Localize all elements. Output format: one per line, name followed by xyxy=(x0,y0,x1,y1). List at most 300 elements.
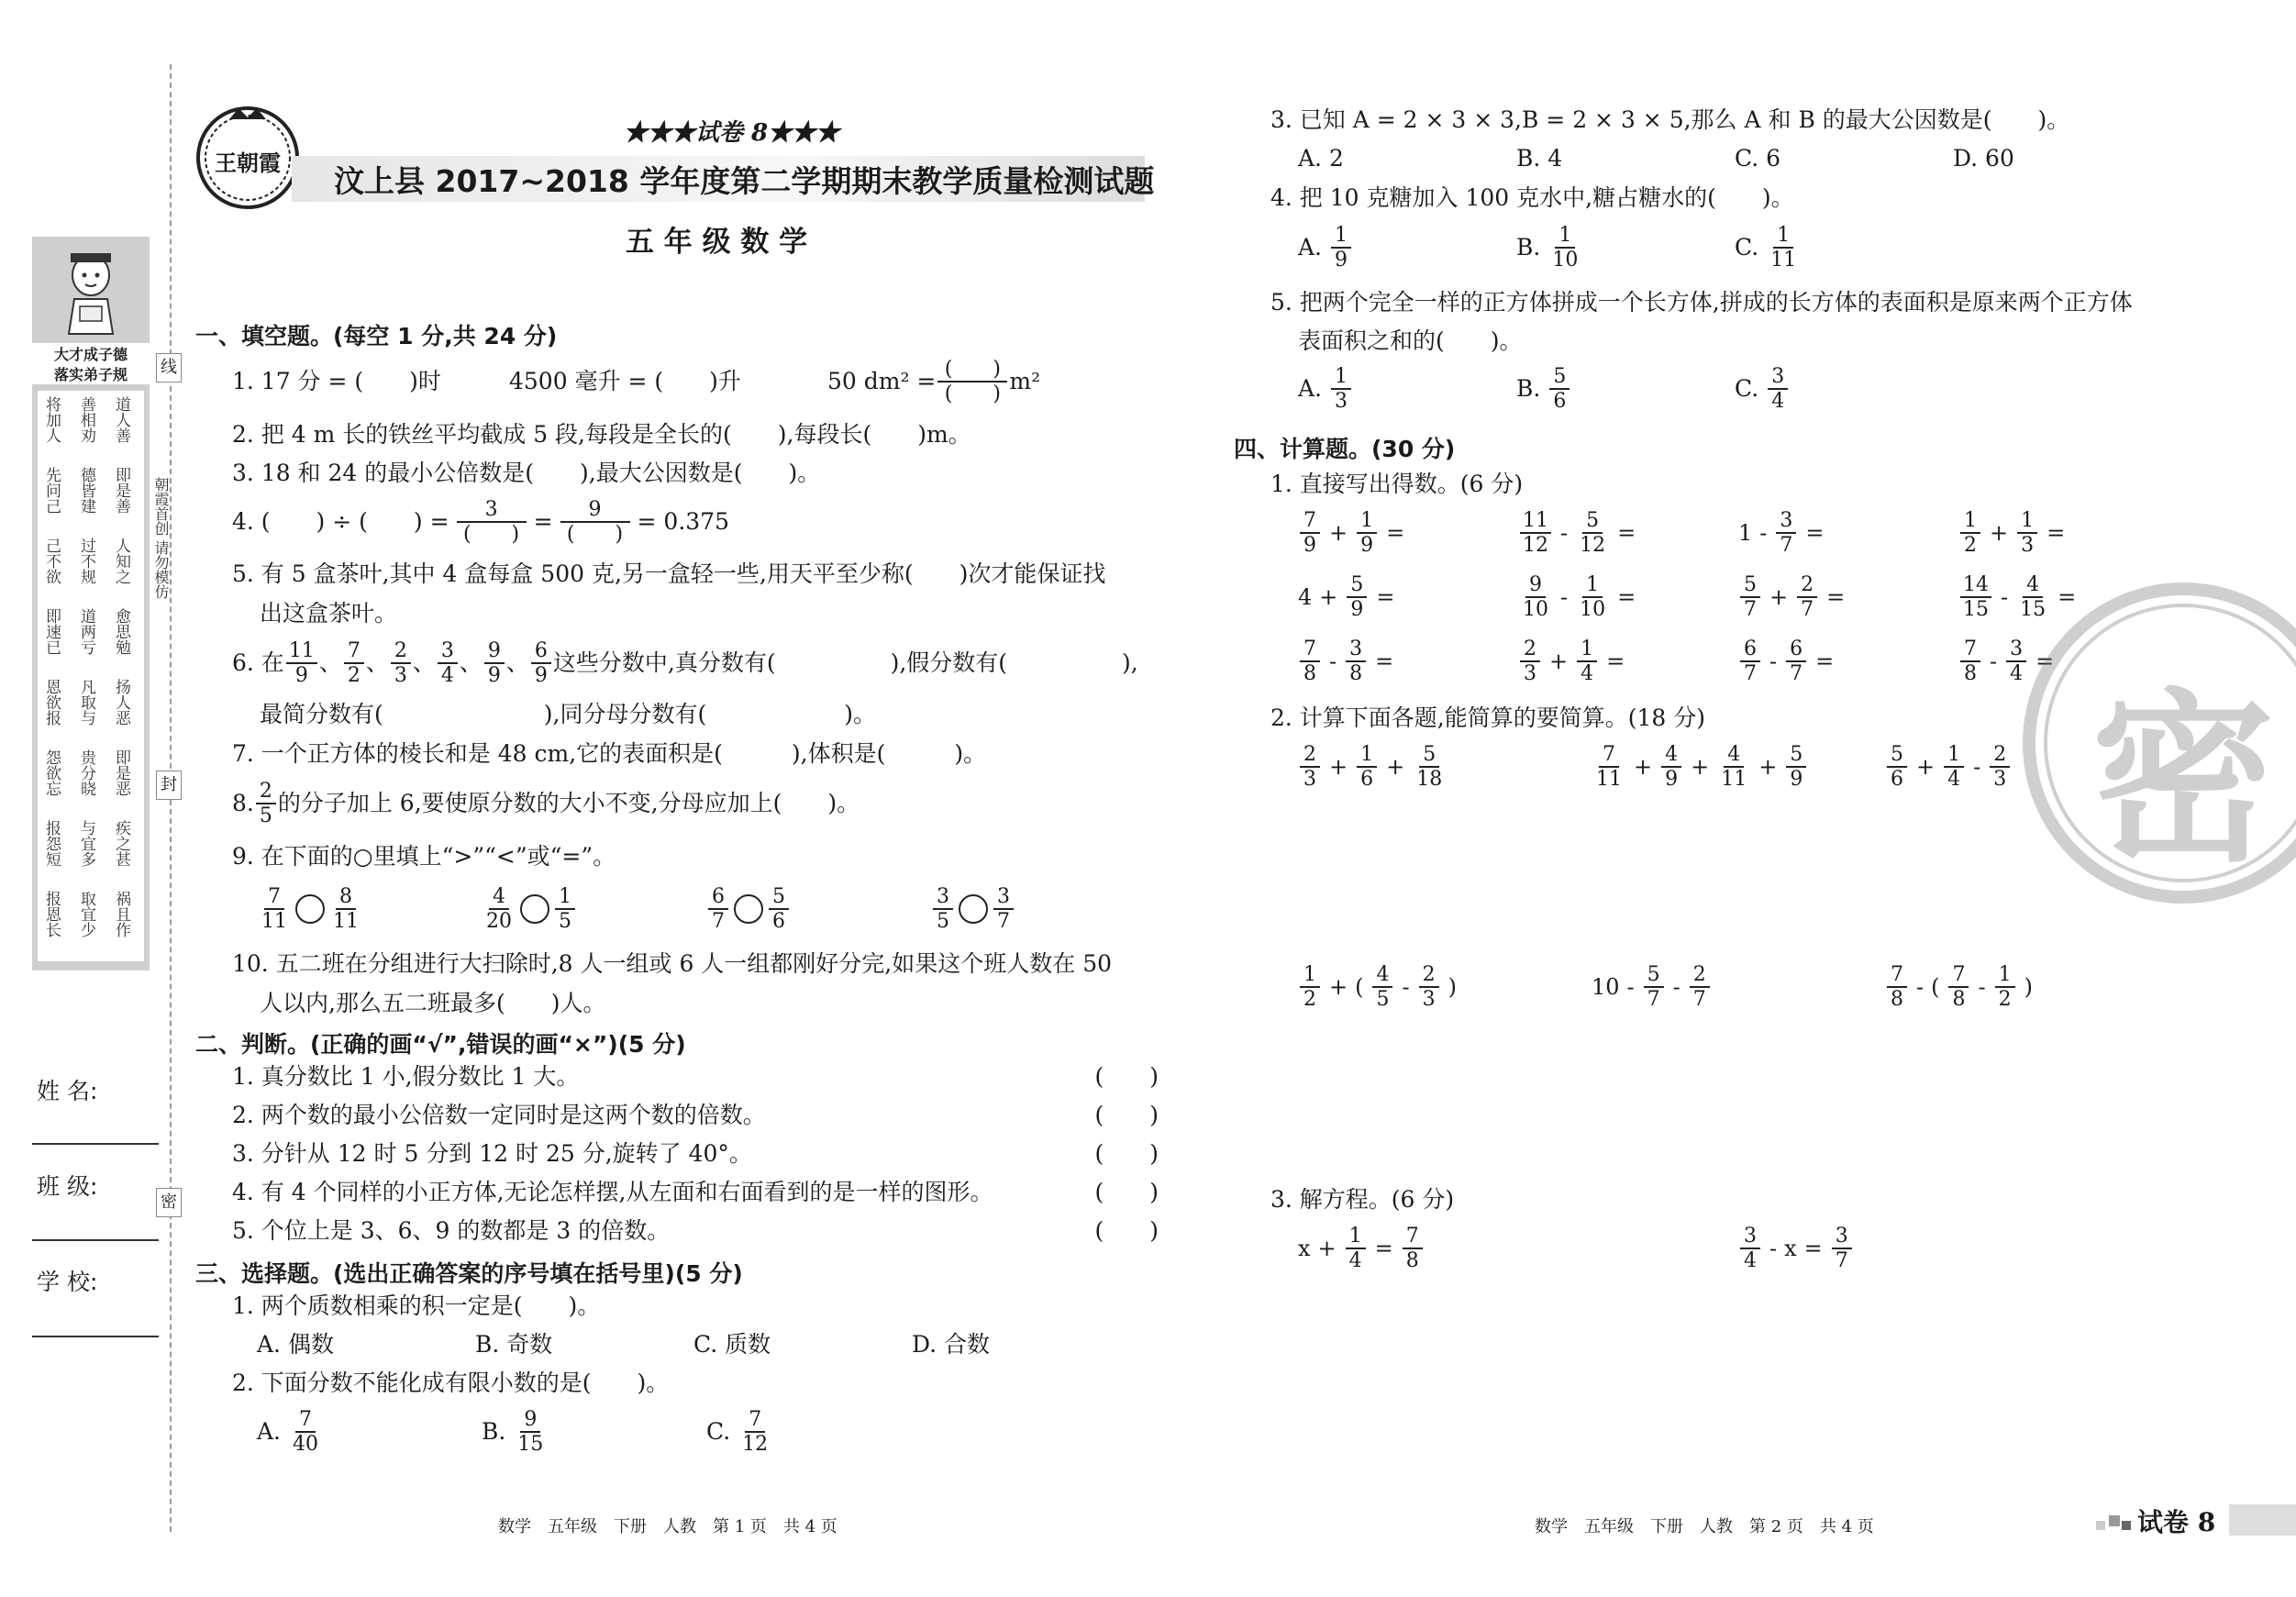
numerator: 1 xyxy=(1346,1225,1366,1249)
choice-2-options xyxy=(257,1408,1082,1463)
denominator: 8 xyxy=(1964,662,1977,685)
q6-fraction xyxy=(531,639,551,687)
choice-2: 2. 下面分数不能化成有限小数的是( )。 xyxy=(232,1370,670,1396)
symbol: 4 xyxy=(1298,584,1313,610)
fraction xyxy=(330,885,361,933)
fraction xyxy=(1944,743,1964,791)
numerator: 2 xyxy=(391,639,411,664)
choice-1: 1. 两个质数相乘的积一定是( )。 xyxy=(232,1292,601,1319)
numerator: 1 xyxy=(1357,743,1377,768)
compare-item xyxy=(257,885,363,933)
numerator: 7 xyxy=(745,1408,765,1433)
footer-left: 数学 五年级 下册 人教 第 1 页 共 4 页 xyxy=(498,1517,837,1536)
q6-fraction xyxy=(344,639,364,687)
step-calc-item xyxy=(1592,743,1808,791)
motto-phrase: 将加人 xyxy=(42,396,61,443)
q5-line-2: 出这盒茶叶。 xyxy=(260,600,398,627)
numerator: 7 xyxy=(1300,509,1320,534)
motto-phrase: 善相劝 xyxy=(77,396,95,443)
denominator: 9 xyxy=(1303,534,1316,557)
direct-calc-item xyxy=(1298,573,1395,621)
symbol: = xyxy=(1374,1236,1393,1261)
denominator: 4 xyxy=(2010,662,2024,685)
q4-num-2: 9 xyxy=(560,498,630,523)
class-label: 班 级: xyxy=(37,1173,98,1200)
numerator: 1 xyxy=(1300,963,1320,988)
denominator: 9 xyxy=(487,664,501,687)
denominator: 3 xyxy=(1422,988,1436,1011)
equation-item xyxy=(1298,1225,1425,1272)
fraction xyxy=(1347,573,1367,621)
fraction xyxy=(1960,573,1991,621)
compare-circle[interactable] xyxy=(959,894,988,924)
direct-calc-item xyxy=(1518,509,1636,557)
q4-equals: = xyxy=(533,508,553,535)
motto-phrase: 即速已 xyxy=(42,608,61,655)
choice-4-options xyxy=(1298,224,2124,279)
symbol: - xyxy=(1329,649,1337,674)
compare-item xyxy=(482,885,577,933)
fraction xyxy=(1786,743,1806,791)
numerator: 8 xyxy=(336,885,356,910)
numerator: 2 xyxy=(1797,573,1817,598)
confidential-stamp xyxy=(2018,578,2296,908)
symbol: = xyxy=(1386,520,1405,546)
fraction xyxy=(1887,963,1907,1011)
denominator: 7 xyxy=(1790,662,1803,685)
fraction xyxy=(1346,638,1366,685)
fraction xyxy=(1786,638,1806,685)
q6-fraction xyxy=(286,639,317,687)
option: C. 6 xyxy=(1735,145,1781,172)
symbol: - xyxy=(1560,520,1569,546)
option: D. 合数 xyxy=(912,1331,991,1358)
brand-logo xyxy=(193,103,303,213)
separator: 、 xyxy=(365,649,389,676)
option-letter: C. xyxy=(1735,375,1759,402)
variable: x xyxy=(1784,1236,1797,1261)
motto-phrase: 祸且作 xyxy=(112,891,130,937)
symbol: + xyxy=(1990,520,2009,546)
judge-text: 2. 两个数的最小公倍数一定同时是这两个数的倍数。 xyxy=(232,1102,766,1128)
fraction xyxy=(1300,963,1320,1011)
denominator: 10 xyxy=(1523,598,1548,621)
q4-num-1: 3 xyxy=(457,498,527,523)
denominator: 18 xyxy=(1416,768,1443,791)
fraction xyxy=(993,885,1014,933)
numerator: 5 xyxy=(1740,573,1760,598)
fraction xyxy=(1300,638,1320,685)
choice-5-options xyxy=(1298,365,2124,420)
calc-part-1-title: 1. 直接写出得数。(6 分) xyxy=(1270,471,1524,497)
denominator: 4 xyxy=(1581,662,1594,685)
numerator: 3 xyxy=(933,885,953,910)
q2: 2. 把 4 m 长的铁丝平均截成 5 段,每段是全长的( ),每段长( )m。 xyxy=(232,421,971,448)
motto-phrase: 恩欲报 xyxy=(42,679,61,726)
option: B. 奇数 xyxy=(475,1331,553,1358)
denominator: 2 xyxy=(1303,988,1316,1011)
fraction xyxy=(1644,963,1664,1011)
exam-title: 汶上县 2017~2018 学年度第二学期期末教学质量检测试题 xyxy=(334,163,1155,199)
judge-answer-paren[interactable]: ( ) xyxy=(1094,1140,1159,1167)
denominator: 11 xyxy=(1596,768,1622,791)
q6-fraction xyxy=(438,639,458,687)
fraction xyxy=(1357,509,1377,557)
fraction xyxy=(1331,365,1351,413)
q6-mid: 这些分数中,真分数有( ),假分数有( ), xyxy=(552,649,1138,676)
footer-right: 数学 五年级 下册 人教 第 2 页 共 4 页 xyxy=(1535,1517,1874,1536)
q1-c-den-blank: ( ) xyxy=(944,383,1001,405)
fraction xyxy=(1740,1225,1760,1272)
denominator: 2 xyxy=(1998,988,2012,1011)
denominator: 9 xyxy=(294,664,308,687)
symbol: - xyxy=(1916,974,1924,1000)
numerator: 7 xyxy=(295,1408,316,1433)
symbol: + xyxy=(1758,754,1778,780)
motto-phrase: 过不规 xyxy=(77,538,95,584)
motto-phrase: 扬人恶 xyxy=(112,679,130,726)
q6-line-2: 最简分数有( ),同分母分数有( )。 xyxy=(260,701,876,727)
denominator: 12 xyxy=(1523,534,1548,557)
option: A. 2 xyxy=(1298,145,1344,172)
denominator: 12 xyxy=(742,1433,769,1456)
denominator: 9 xyxy=(1360,534,1374,557)
section-3-title: 三、选择题。(选出正确答案的序号填在括号里)(5 分) xyxy=(195,1260,743,1287)
denominator: 4 xyxy=(1348,1249,1362,1272)
numerator: 3 xyxy=(993,885,1014,910)
equation-item xyxy=(1738,1225,1854,1272)
denominator: 6 xyxy=(1891,768,1903,791)
q6-line-1 xyxy=(232,639,1138,687)
numerator: 1 xyxy=(1944,743,1964,768)
q1-c-label: 50 dm² = xyxy=(827,368,937,394)
denominator: 2 xyxy=(1964,534,1977,557)
denominator: 5 xyxy=(559,910,571,933)
numerator: 5 xyxy=(769,885,789,910)
fraction xyxy=(1832,1225,1852,1272)
judge-answer-paren[interactable]: ( ) xyxy=(1094,1179,1159,1205)
q8-text: 的分子加上 6,要使原分数的大小不变,分母应加上( )。 xyxy=(277,790,860,816)
direct-calc-item xyxy=(1518,573,1636,621)
numerator: 6 xyxy=(1786,638,1806,662)
numerator: 2 xyxy=(1520,638,1540,662)
denominator: 8 xyxy=(1952,988,1966,1011)
symbol: - xyxy=(1672,974,1680,1000)
q6-fraction xyxy=(391,639,411,687)
q4-den-blank-1: ( ) xyxy=(462,523,520,546)
numerator: 14 xyxy=(1960,573,1991,598)
option-letter: B. xyxy=(1516,375,1541,402)
numerator: 1 xyxy=(1995,963,2015,988)
class-field[interactable] xyxy=(32,1239,159,1241)
school-field[interactable] xyxy=(32,1336,159,1337)
numerator: 2 xyxy=(1690,963,1710,988)
denominator: 9 xyxy=(1350,598,1364,621)
q8-pre: 8. xyxy=(232,790,254,816)
fraction xyxy=(708,885,728,933)
denominator: 10 xyxy=(1552,249,1579,272)
fraction xyxy=(1300,743,1320,791)
option-letter: A. xyxy=(1298,375,1323,402)
symbol: + xyxy=(1549,649,1569,674)
denominator: 6 xyxy=(1553,390,1567,413)
fraction xyxy=(1577,573,1608,621)
q9-compare-row xyxy=(257,885,1037,940)
q1-c-unit: m² xyxy=(1009,368,1041,394)
option-letter: B. xyxy=(1516,234,1541,261)
option xyxy=(1298,365,1353,413)
symbol: - xyxy=(1978,974,1986,1000)
separator: 、 xyxy=(412,649,436,676)
motto-phrase: 即是恶 xyxy=(112,749,130,796)
school-label: 学 校: xyxy=(37,1269,98,1295)
numerator: 7 xyxy=(1300,638,1320,662)
numerator: 1 xyxy=(1960,509,1980,534)
judge-item xyxy=(232,1178,1159,1207)
compare-item xyxy=(706,885,791,933)
motto-phrase: 报怨短 xyxy=(42,820,61,867)
option: B. 4 xyxy=(1516,145,1563,172)
separator: 、 xyxy=(459,649,482,676)
denominator: 15 xyxy=(2020,598,2046,621)
fraction xyxy=(483,885,515,933)
fraction xyxy=(1403,1225,1423,1272)
fraction xyxy=(1776,509,1796,557)
fraction xyxy=(1593,743,1625,791)
name-label: 姓 名: xyxy=(37,1078,98,1104)
option xyxy=(257,1408,323,1456)
numerator: 1 xyxy=(1582,573,1603,598)
motto-phrase: 即是善 xyxy=(112,467,130,514)
option xyxy=(482,1408,548,1456)
motto-phrase: 疾之甚 xyxy=(112,820,130,867)
numerator: 6 xyxy=(708,885,728,910)
judge-text: 4. 有 4 个同样的小正方体,无论怎样摆,从左面和右面看到的是一样的图形。 xyxy=(232,1179,993,1205)
motto-phrase: 愈思勉 xyxy=(112,608,130,655)
denominator: 6 xyxy=(1360,768,1374,791)
option xyxy=(706,1408,772,1456)
denominator: 8 xyxy=(1405,1249,1419,1272)
equation-row xyxy=(1298,1225,2124,1280)
symbol: + xyxy=(1319,584,1338,610)
footer-tag-squares xyxy=(2096,1514,2133,1532)
q6-fraction xyxy=(484,639,505,687)
scholar-icon xyxy=(52,246,129,338)
symbol: + xyxy=(1317,1236,1337,1261)
name-field[interactable] xyxy=(32,1143,159,1145)
seal-mark-xian: 线 xyxy=(156,353,182,383)
variable: x xyxy=(1298,1236,1311,1261)
symbol: ( xyxy=(1931,974,1940,1000)
fraction xyxy=(1357,743,1377,791)
denominator: 4 xyxy=(1771,390,1785,413)
q1-c xyxy=(827,358,1040,405)
numerator: 3 xyxy=(1832,1225,1852,1249)
numerator: 3 xyxy=(438,639,458,664)
direct-calc-item xyxy=(1738,638,1834,685)
judge-text: 3. 分针从 12 时 5 分到 12 时 25 分,旋转了 40°。 xyxy=(232,1140,752,1167)
motto-grid xyxy=(38,391,144,961)
q10-line-1: 10. 五二班在分组进行大扫除时,8 人一组或 6 人一组都刚好分完,如果这个班人数在 50 xyxy=(232,950,1113,977)
q4 xyxy=(232,498,729,546)
judge-answer-paren[interactable]: ( ) xyxy=(1094,1217,1159,1244)
denominator: 15 xyxy=(1963,598,1989,621)
fraction xyxy=(290,1408,321,1456)
judge-item xyxy=(232,1101,1159,1130)
numerator: 5 xyxy=(1887,743,1907,768)
option xyxy=(1516,365,1571,413)
symbol: = xyxy=(1376,584,1395,610)
paper-number: ★★★试卷 8★★★ xyxy=(624,119,840,147)
judge-text: 5. 个位上是 3、6、9 的数都是 3 的倍数。 xyxy=(232,1217,671,1244)
fraction xyxy=(259,885,290,933)
denominator: 8 xyxy=(1891,988,1903,1011)
q4-end: = 0.375 xyxy=(637,508,729,535)
choice-5-line-1: 5. 把两个完全一样的正方体拼成一个长方体,拼成的长方体的表面积是原来两个正方体 xyxy=(1270,289,2133,316)
symbol: 1 xyxy=(1738,520,1753,546)
denominator: 7 xyxy=(1744,662,1757,685)
direct-calc-grid xyxy=(1298,509,2124,702)
numerator: 7 xyxy=(264,885,284,910)
judge-answer-paren[interactable]: ( ) xyxy=(1094,1063,1159,1090)
numerator: 4 xyxy=(1724,743,1744,768)
step-calc-item xyxy=(1885,743,2012,791)
option: C. 质数 xyxy=(693,1331,771,1358)
choice-4: 4. 把 10 克糖加入 100 克水中,糖占糖水的( )。 xyxy=(1270,184,1794,211)
q3: 3. 18 和 24 的最小公倍数是( ),最大公因数是( )。 xyxy=(232,460,821,486)
symbol: - xyxy=(1759,520,1768,546)
judge-answer-paren[interactable]: ( ) xyxy=(1094,1102,1159,1128)
symbol: = xyxy=(1815,649,1835,674)
numerator: 1 xyxy=(1357,509,1377,534)
denominator: 3 xyxy=(1303,768,1316,791)
symbol: - xyxy=(1769,1236,1778,1261)
denominator: 11 xyxy=(1721,768,1747,791)
numerator: 3 xyxy=(1768,365,1788,390)
numerator: 11 xyxy=(1520,509,1551,534)
judge-text: 1. 真分数比 1 小,假分数比 1 大。 xyxy=(232,1063,580,1090)
denominator: 9 xyxy=(1665,768,1679,791)
fraction xyxy=(1960,509,1980,557)
symbol: = xyxy=(1803,1236,1823,1261)
fraction xyxy=(933,885,953,933)
numerator: 7 xyxy=(1960,638,1980,662)
numerator: 11 xyxy=(286,639,317,664)
numerator: 9 xyxy=(484,639,505,664)
judge-item xyxy=(232,1139,1159,1169)
judge-item xyxy=(232,1062,1159,1092)
denominator: 5 xyxy=(937,910,949,933)
numerator: 1 xyxy=(1773,224,1793,249)
numerator: 1 xyxy=(1577,638,1597,662)
numerator: 6 xyxy=(531,639,551,664)
fraction xyxy=(1577,638,1597,685)
numerator: 3 xyxy=(1740,1225,1760,1249)
fraction xyxy=(1414,743,1445,791)
numerator: 7 xyxy=(1599,743,1619,768)
step-calc-item xyxy=(1592,963,1712,1011)
q8-num: 2 xyxy=(256,780,276,804)
symbol: - xyxy=(1769,649,1778,674)
q5-line-1: 5. 有 5 盒茶叶,其中 4 盒每盒 500 克,另一盒轻一些,用天平至少称( )次才能保证找 xyxy=(232,560,1106,587)
denominator: 7 xyxy=(1744,598,1757,621)
footer-tag: 试卷 8 xyxy=(2137,1507,2216,1537)
motto-phrase: 怨欲忘 xyxy=(42,749,61,796)
fraction xyxy=(1346,1225,1366,1272)
section-4-title: 四、计算题。(30 分) xyxy=(1234,436,1456,462)
numerator: 5 xyxy=(1644,963,1664,988)
denominator: 4 xyxy=(1947,768,1961,791)
step-calc-item xyxy=(1298,963,1457,1011)
fraction xyxy=(1690,963,1710,1011)
denominator: 3 xyxy=(1993,768,2007,791)
symbol: = xyxy=(1606,649,1625,674)
symbol: + xyxy=(1329,754,1348,780)
numerator: 3 xyxy=(1776,509,1796,534)
fraction xyxy=(555,885,575,933)
compare-item xyxy=(931,885,1015,933)
compare-circle[interactable] xyxy=(295,894,325,924)
symbol: = xyxy=(2046,520,2066,546)
step-calc-item xyxy=(1885,963,2033,1011)
option-letter: C. xyxy=(706,1418,731,1445)
motto-phrase: 人知之 xyxy=(112,538,130,584)
logo-text: 王朝霞 xyxy=(215,150,281,176)
denominator: 12 xyxy=(1580,534,1606,557)
denominator: 11 xyxy=(261,910,287,933)
symbol: + xyxy=(1329,974,1348,1000)
symbol: ) xyxy=(2024,974,2033,1000)
fraction xyxy=(1887,743,1907,791)
symbol: = xyxy=(1617,520,1636,546)
q4-start: 4. ( ) ÷ ( ) = xyxy=(232,508,449,535)
option xyxy=(1735,365,1790,413)
numerator: 4 xyxy=(1372,963,1392,988)
numerator: 1 xyxy=(555,885,575,910)
symbol: ) xyxy=(1447,974,1457,1000)
motto-phrase: 与宜多 xyxy=(77,820,95,867)
denominator: 9 xyxy=(1790,768,1803,791)
numerator: 1 xyxy=(2017,509,2037,534)
numerator: 2 xyxy=(1300,743,1320,768)
vertical-note: 朝霞首创 请勿模仿 xyxy=(152,477,170,600)
denominator: 3 xyxy=(2021,534,2035,557)
motto-phrase: 道人善 xyxy=(112,396,130,443)
denominator: 7 xyxy=(1647,988,1660,1011)
symbol: + xyxy=(1769,584,1789,610)
denominator: 40 xyxy=(293,1433,319,1456)
symbol: = xyxy=(1375,649,1394,674)
motto-panel xyxy=(32,237,150,970)
compare-circle[interactable] xyxy=(734,894,763,924)
denominator: 7 xyxy=(1835,1249,1848,1272)
fraction xyxy=(1718,743,1749,791)
numerator: 2 xyxy=(1990,743,2010,768)
option xyxy=(1298,224,1353,272)
symbol: - xyxy=(1626,974,1635,1000)
compare-circle[interactable] xyxy=(520,894,549,924)
direct-calc-item xyxy=(1738,509,1825,557)
symbol: ( xyxy=(1355,974,1364,1000)
symbol: = xyxy=(2058,584,2077,610)
option-letter: A. xyxy=(257,1418,282,1445)
symbol: 10 xyxy=(1592,974,1620,1000)
footer-tag-bar xyxy=(2229,1504,2296,1536)
motto-phrase: 先问己 xyxy=(42,467,61,514)
fraction xyxy=(1577,509,1608,557)
motto-top-2: 落实弟子规 xyxy=(32,363,150,384)
exam-subtitle: 五 年 级 数 学 xyxy=(626,226,808,259)
